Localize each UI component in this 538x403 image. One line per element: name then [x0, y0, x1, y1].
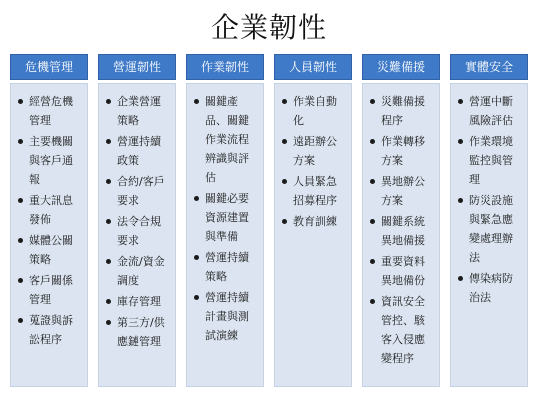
list-item: 作業自動化 — [281, 92, 347, 130]
column-body — [10, 83, 88, 387]
column-physical-security — [450, 54, 528, 387]
list-item: 金流/資金調度 — [105, 252, 171, 290]
column-body — [274, 83, 352, 387]
column-header: 營運韌性 — [98, 54, 176, 80]
list-item: 客戶關係管理 — [17, 271, 83, 309]
list-item: 遠距辦公方案 — [281, 132, 347, 170]
column-header: 實體安全 — [450, 54, 528, 80]
column-body — [362, 83, 440, 387]
list-item: 營運中斷風險評估 — [457, 92, 523, 130]
column-operational-resilience — [98, 54, 176, 387]
list-item: 法令合規要求 — [105, 212, 171, 250]
list-item: 營運持續策略 — [193, 248, 259, 286]
list-item: 營運持續計畫與測試演練 — [193, 288, 259, 345]
list-item: 關鍵系統異地備援 — [369, 212, 435, 250]
column-header: 作業韌性 — [186, 54, 264, 80]
list-item: 經營危機管理 — [17, 92, 83, 130]
list-item: 教育訓練 — [281, 212, 347, 231]
column-process-resilience — [186, 54, 264, 387]
item-list — [281, 92, 347, 231]
column-body — [98, 83, 176, 387]
list-item: 關鍵必要資源建置與準備 — [193, 189, 259, 246]
list-item: 重要資料異地備份 — [369, 252, 435, 290]
list-item: 人員緊急招募程序 — [281, 172, 347, 210]
column-disaster-recovery — [362, 54, 440, 387]
item-list — [457, 92, 523, 307]
list-item: 營運持續政策 — [105, 132, 171, 170]
list-item: 異地辦公方案 — [369, 172, 435, 210]
list-item: 關鍵產品、關鍵作業流程辨識與評估 — [193, 92, 259, 187]
list-item: 傳染病防治法 — [457, 269, 523, 307]
list-item: 防災設施與緊急應變處理辦法 — [457, 191, 523, 267]
column-personnel-resilience — [274, 54, 352, 387]
list-item: 企業營運策略 — [105, 92, 171, 130]
list-item: 重大訊息發佈 — [17, 191, 83, 229]
list-item: 媒體公關策略 — [17, 231, 83, 269]
item-list — [193, 92, 259, 345]
item-list — [17, 92, 83, 349]
list-item: 第三方/供應鏈管理 — [105, 313, 171, 351]
list-item: 合約/客戶要求 — [105, 172, 171, 210]
page-title: 企業韌性 — [210, 11, 327, 44]
column-header: 人員韌性 — [274, 54, 352, 80]
item-list — [369, 92, 435, 368]
list-item: 災難備援程序 — [369, 92, 435, 130]
column-body — [186, 83, 264, 387]
column-crisis-management — [10, 54, 88, 387]
column-header: 危機管理 — [10, 54, 88, 80]
list-item: 作業轉移方案 — [369, 132, 435, 170]
list-item: 資訊安全管控、駭客入侵應變程序 — [369, 292, 435, 368]
list-item: 庫存管理 — [105, 292, 171, 311]
list-item: 主要機關與客戶通報 — [17, 132, 83, 189]
item-list — [105, 92, 171, 351]
column-body — [450, 83, 528, 387]
list-item: 蒐證與訴訟程序 — [17, 311, 83, 349]
column-header: 災難備援 — [362, 54, 440, 80]
list-item: 作業環境監控與管理 — [457, 132, 523, 189]
